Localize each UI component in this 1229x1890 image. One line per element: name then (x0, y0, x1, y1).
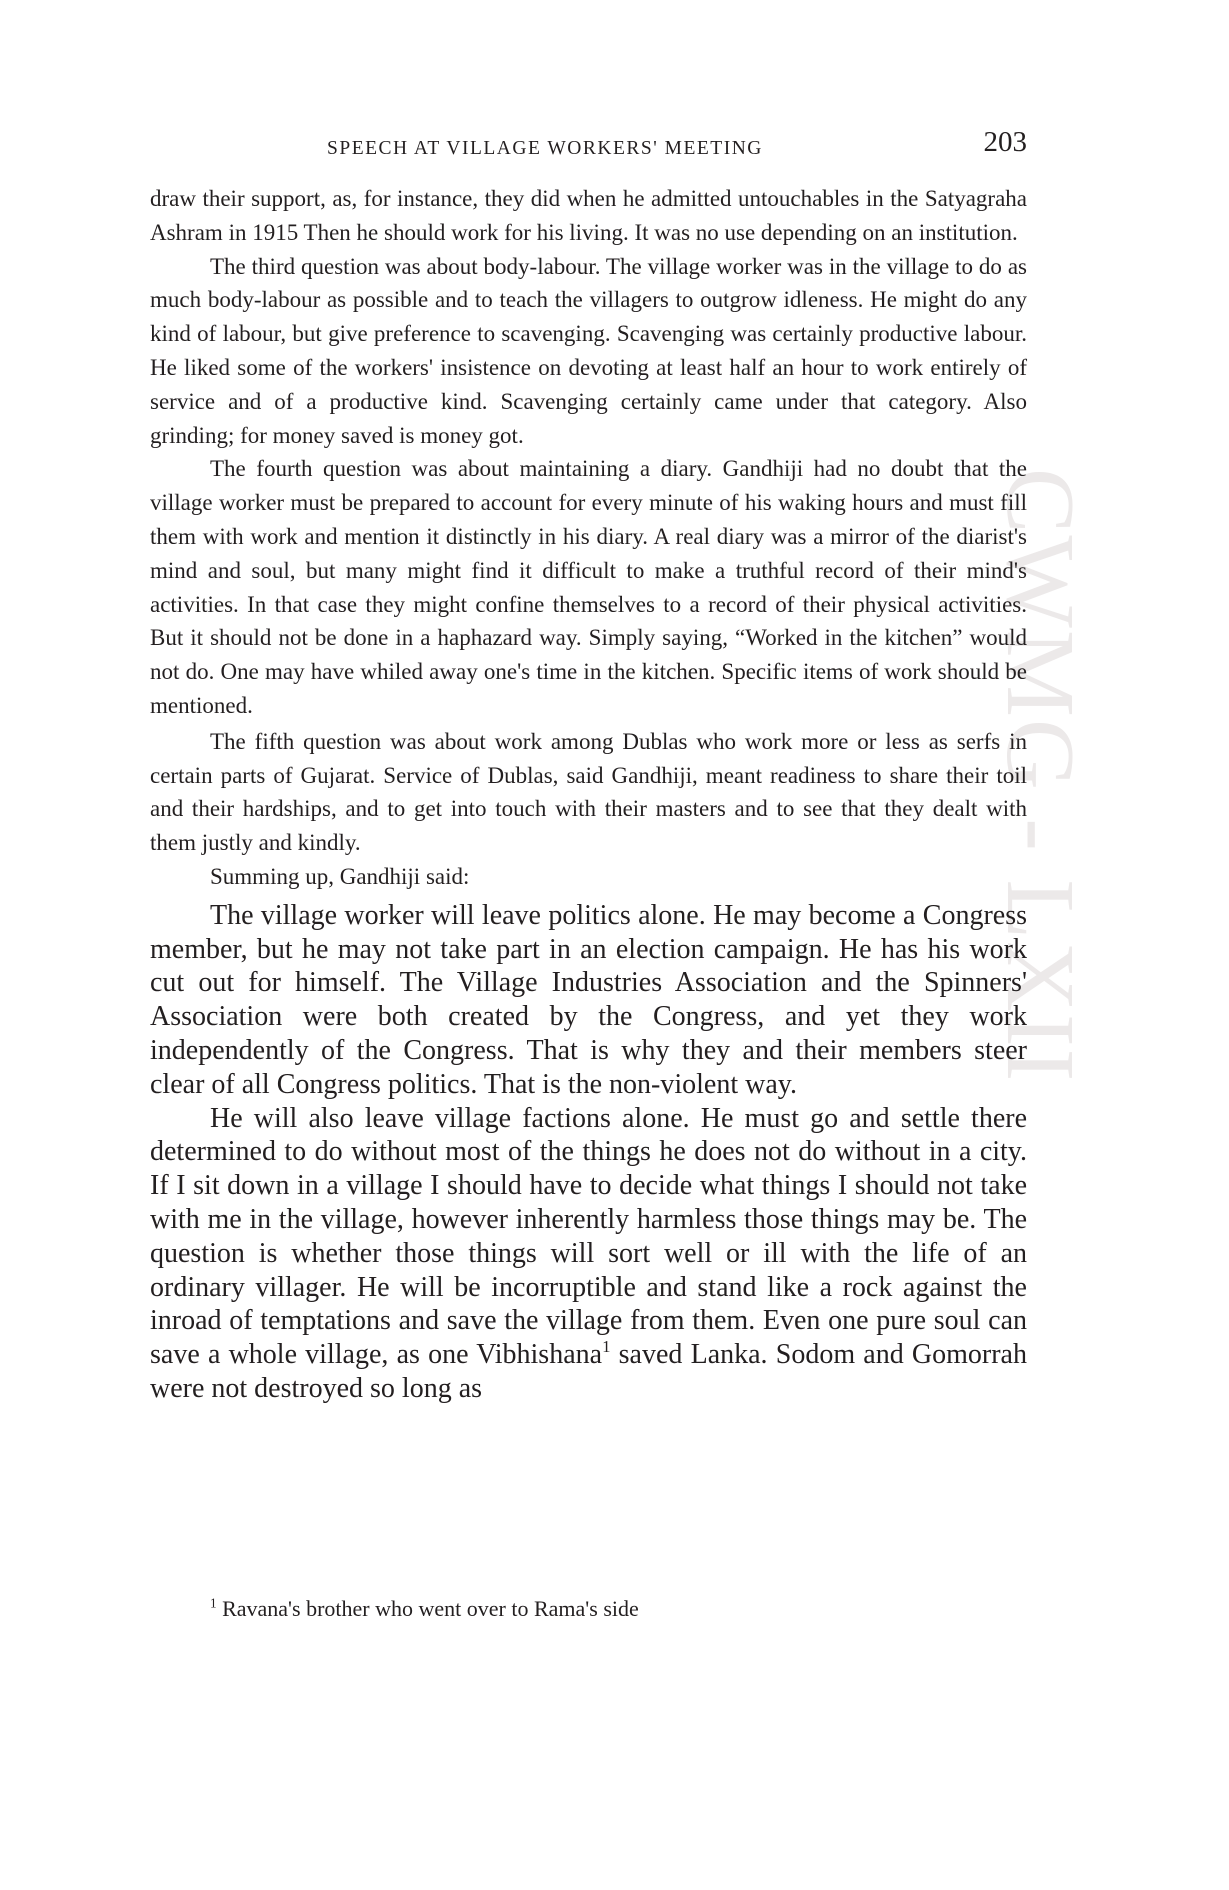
footnote-text: Ravana's brother who went over to Rama's side (216, 1596, 639, 1621)
running-title: SPEECH AT VILLAGE WORKERS' MEETING (327, 138, 763, 159)
footnote (210, 1594, 970, 1624)
paragraph-speech-factions (150, 1102, 1027, 1406)
body-text (150, 182, 1027, 1406)
paragraph-fourth-question: The fourth question was about maintaining a diary. Gandhiji had no doubt that the village worker must be prepared to account for every minute of his waking hours and must fill them with work and mention it distinctly in his diary. A real diary was a mirror of the diarist's mind and soul, but many might find it difficult to make a truthful record of their mind's activities. In that case they might confine themselves to a record of their physical activities. But it should not be done in a haphazard way. Simply saying, “Worked in the kitchen” would not do. One may have whiled away one's time in the kitchen. Specific items of work should be mentioned. (150, 456, 1027, 718)
paragraph-fifth-question: The fifth question was about work among Dublas who work more or less as serfs in certain parts of Gujarat. Service of Dublas, said Gandhiji, meant readiness to share their toil and their hardships, and to get into touch with their masters and to see that they dealt with them justly and kindly. (150, 728, 1027, 856)
footnote-reference: 1 (602, 1337, 611, 1357)
paragraph-speech-politics: The village worker will leave politics alone. He may become a Congress member, but he may not take part in an election campaign. He has his work cut out for himself. The Village Industries Association and the Spinners' Association were both created by the Congress, and yet they work independently of the Congress. That is why they and their members steer clear of all Congress politics. That is the non-violent way. (150, 899, 1027, 1100)
footnote-mark: 1 (210, 1595, 217, 1611)
page-number: 203 (983, 126, 1027, 158)
paragraph-speech-factions-text: He will also leave village factions alone. He must go and settle there determined to do without most of the things he does not do without in a city. If I sit down in a village I should have to decide what things I should not take with me in the village, however inherently harmless those things may be. The question is whether those things will sort well or ill with the life of an ordinary villager. He will be incorruptible and stand like a rock against the inroad of temptations and save the village from them. Even one pure soul can save a whole village, as one Vibhishana (150, 1102, 1027, 1371)
page-header (150, 126, 1027, 166)
paragraph-continuation: draw their support, as, for instance, they did when he admitted untouchables in the Satyagraha Ashram in 1915 Then he should work for his living. It was no use depending on an institution. (150, 186, 1027, 245)
paragraph-speech-factions-tail: saved Lanka. Sodom and Gomorrah were not destroyed so long as (150, 1339, 1027, 1404)
watermark: CWMG - LXII (986, 468, 1094, 1084)
paragraph-third-question: The third question was about body-labour. The village worker was in the village to do as much body-labour as possible and to teach the villagers to outgrow idleness. He might do any kind of labour, but give preference to scavenging. Scavenging was certainly productive labour. He liked some of the workers' insistence on devoting at least half an hour to work entirely of service and of a productive kind. Scavenging certainly came under that category. Also grinding; for money saved is money got. (150, 253, 1027, 448)
paragraph-summing-up: Summing up, Gandhiji said: (210, 863, 470, 889)
